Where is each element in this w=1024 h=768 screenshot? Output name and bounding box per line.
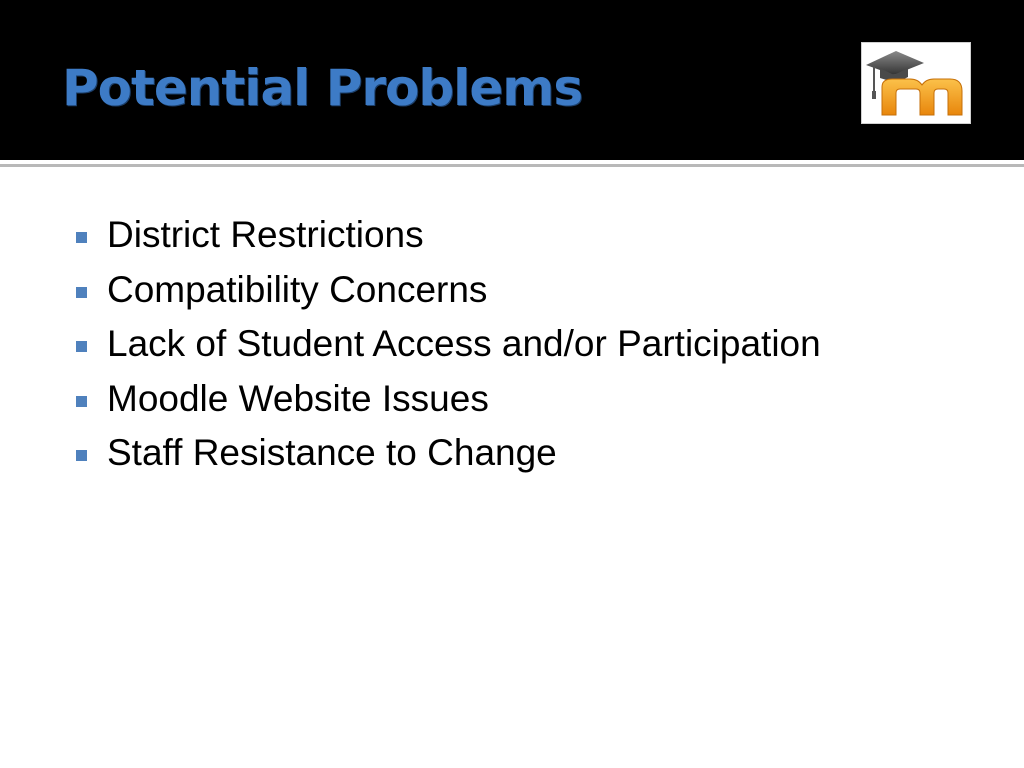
bullet-item bbox=[76, 208, 821, 263]
square-bullet-icon bbox=[76, 232, 87, 243]
square-bullet-icon bbox=[76, 287, 87, 298]
bullet-item bbox=[76, 263, 821, 318]
bullet-text: District Restrictions bbox=[107, 214, 424, 255]
bullet-list bbox=[76, 208, 821, 481]
title-rule-shadow bbox=[0, 164, 1024, 167]
square-bullet-icon bbox=[76, 341, 87, 352]
square-bullet-icon bbox=[76, 450, 87, 461]
square-bullet-icon bbox=[76, 396, 87, 407]
bullet-item bbox=[76, 317, 821, 372]
bullet-item bbox=[76, 426, 821, 481]
bullet-text: Lack of Student Access and/or Participation bbox=[107, 323, 821, 364]
moodle-logo-graphic bbox=[862, 43, 970, 123]
bullet-text: Staff Resistance to Change bbox=[107, 432, 557, 473]
slide-title: Potential Problems bbox=[62, 59, 583, 117]
bullet-text: Moodle Website Issues bbox=[107, 377, 489, 419]
bullet-item bbox=[76, 372, 821, 427]
moodle-logo-icon bbox=[861, 42, 971, 124]
bullet-text: Compatibility Concerns bbox=[107, 268, 488, 310]
